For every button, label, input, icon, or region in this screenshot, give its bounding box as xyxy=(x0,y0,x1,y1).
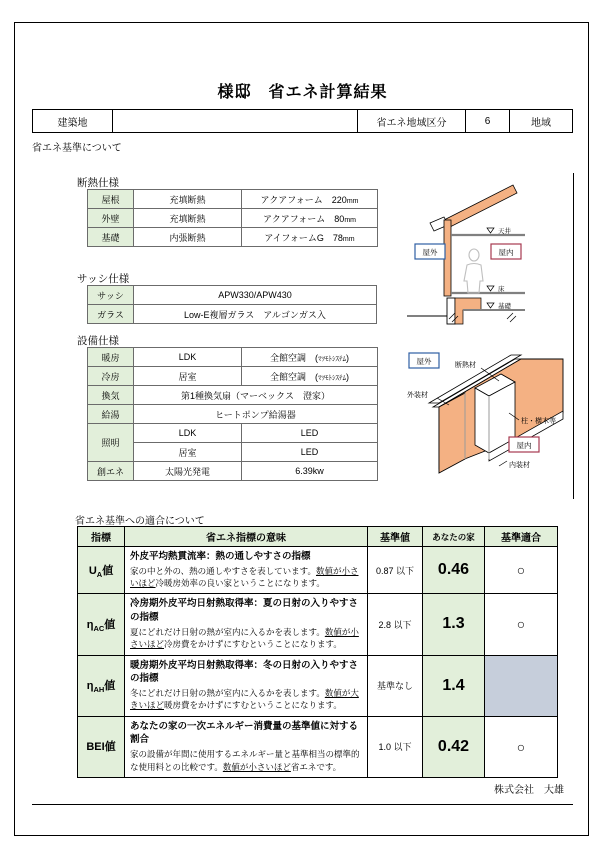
label-exterior: 外装材 xyxy=(407,392,428,399)
indicator-desc-ua: 外皮平均熱貫流率：熱の通しやすさの指標 家の中と外の、熱の通しやすさを表しています。数値が小さいほど冷暖房効率の良い家ということになります。 xyxy=(125,547,368,594)
header-standard: 基準値 xyxy=(368,527,423,547)
header-indicator: 指標 xyxy=(78,527,125,547)
wall-assembly-diagram xyxy=(403,341,578,499)
indicator-compliance-ua: ○ xyxy=(485,547,558,594)
header-info-table xyxy=(32,109,573,133)
indicator-symbol-ua: $U_A$値 xyxy=(78,547,125,594)
indicator-table xyxy=(77,526,558,778)
indicator-compliance-etaac: ○ xyxy=(485,594,558,655)
insulation-label-foundation: 基礎 xyxy=(88,228,134,247)
equip-end-lighting-ldk: LED xyxy=(242,424,378,443)
equip-label-lighting: 照明 xyxy=(88,424,134,462)
insulation-method-foundation: 内張断熱 xyxy=(134,228,242,247)
indicator-desc-etaah: 暖房期外皮平均日射熱取得率：冬の日射の入りやすさの指標 冬にどれだけ日射の熱が室内に入るかを表します。数値が大きいほど暖房費をかけずにすむということになります。 xyxy=(125,655,368,716)
indicator-value-etaah: 1.4 xyxy=(423,655,485,716)
insulation-label-wall: 外壁 xyxy=(88,209,134,228)
header-compliance: 基準適合 xyxy=(485,527,558,547)
indicator-value-ua: 0.46 xyxy=(423,547,485,594)
equip-value-ventilation: 第1種換気扇（マーベックス 澄家） xyxy=(134,386,378,405)
insulation-material-wall: アクアフォーム 80mm xyxy=(242,209,378,228)
section-note-standard: 省エネ基準について xyxy=(32,143,122,154)
equip-end-heating: 全館空調 (ﾏﾂﾓﾄｼｽﾃﾑ) xyxy=(242,348,378,367)
label-ceiling: 天井 xyxy=(498,228,511,235)
indicator-symbol-bei: BEI値 xyxy=(78,716,125,777)
indicator-symbol-etaah: $\eta_{AH}$値 xyxy=(78,655,125,716)
equip-label-hotwater: 給湯 xyxy=(88,405,134,424)
site-label: 建築地 xyxy=(33,110,113,132)
label-stud: 柱・横木等 xyxy=(521,418,556,425)
indicator-standard-etaah: 基準なし xyxy=(368,655,423,716)
table-row xyxy=(88,228,378,247)
indicator-symbol-etaac: $\eta_{AC}$値 xyxy=(78,594,125,655)
table-row xyxy=(88,209,378,228)
indicator-standard-ua: 0.87 以下 xyxy=(368,547,423,594)
glass-label: ガラス xyxy=(88,305,134,324)
indicator-compliance-bei: ○ xyxy=(485,716,558,777)
equip-mid-lighting-ldk: LDK xyxy=(134,424,242,443)
caption-sash: サッシ仕様 xyxy=(77,273,130,285)
insulation-material-roof: アクアフォーム 220mm xyxy=(242,190,378,209)
document-sheet xyxy=(14,22,589,836)
insulation-method-wall: 充填断熱 xyxy=(134,209,242,228)
equip-label-heating: 暖房 xyxy=(88,348,134,367)
insulation-material-foundation: アイフォームG 78mm xyxy=(242,228,378,247)
indicator-desc-etaac: 冷房期外皮平均日射熱取得率：夏の日射の入りやすさの指標 夏にどれだけ日射の熱が室内に入るかを表します。数値が小さいほど冷房費をかけずにすむということになります。 xyxy=(125,594,368,655)
equip-label-cooling: 冷房 xyxy=(88,367,134,386)
section-note-compliance: 省エネ基準への適合について xyxy=(75,516,205,527)
table-header-row xyxy=(78,527,558,547)
site-value-field[interactable] xyxy=(113,110,358,132)
header-yours: あなたの家 xyxy=(423,527,485,547)
caption-equipment: 設備仕様 xyxy=(77,335,119,347)
sash-label: サッシ xyxy=(88,286,134,305)
equip-mid-cooling: 居室 xyxy=(134,367,242,386)
table-row xyxy=(88,462,378,481)
equip-mid-generation: 太陽光発電 xyxy=(134,462,242,481)
header-meaning: 省エネ指標の意味 xyxy=(125,527,368,547)
sash-table xyxy=(87,285,377,324)
table-row xyxy=(88,286,377,305)
company-footer: 株式会社 大雄 xyxy=(494,785,564,796)
indicator-standard-bei: 1.0 以下 xyxy=(368,716,423,777)
sash-value: APW330/APW430 xyxy=(134,286,377,305)
page-title: 様邸 省エネ計算結果 xyxy=(217,84,388,101)
table-row xyxy=(78,547,558,594)
region-number: 6 xyxy=(466,110,510,132)
table-row xyxy=(78,594,558,655)
caption-insulation: 断熱仕様 xyxy=(77,177,119,189)
equip-mid-heating: LDK xyxy=(134,348,242,367)
indicator-value-etaac: 1.3 xyxy=(423,594,485,655)
insulation-method-roof: 充填断熱 xyxy=(134,190,242,209)
equip-end-generation: 6.39kw xyxy=(242,462,378,481)
label-interior: 内装材 xyxy=(509,462,530,469)
table-row xyxy=(88,424,378,443)
label-floor: 床 xyxy=(498,286,505,293)
indicator-desc-bei: あなたの家の一次エネルギー消費量の基準値に対する割合 家の設備が年間に使用するエネルギー量と基準相当の標準的な使用料との比較です。数値が小さいほど省エネです。 xyxy=(125,716,368,777)
equip-end-cooling: 全館空調 (ﾏﾂﾓﾄｼｽﾃﾑ) xyxy=(242,367,378,386)
equipment-table xyxy=(87,347,378,481)
equip-value-hotwater: ヒートポンプ給湯器 xyxy=(134,405,378,424)
label-indoor-wall: 屋内 xyxy=(516,441,532,450)
table-row xyxy=(88,305,377,324)
indicator-standard-etaac: 2.8 以下 xyxy=(368,594,423,655)
insulation-table xyxy=(87,189,378,247)
house-section-diagram xyxy=(403,173,573,325)
region-label: 省エネ地域区分 xyxy=(358,110,466,132)
label-insulation: 断熱材 xyxy=(455,362,476,369)
table-row xyxy=(88,367,378,386)
indicator-compliance-etaah xyxy=(485,655,558,716)
table-row xyxy=(88,190,378,209)
label-foundation: 基礎 xyxy=(498,303,511,310)
table-row xyxy=(88,405,378,424)
equip-end-lighting-room: LED xyxy=(242,443,378,462)
label-outdoor-wall: 屋外 xyxy=(416,357,432,366)
table-row xyxy=(78,716,558,777)
region-suffix: 地域 xyxy=(531,117,551,129)
equip-label-ventilation: 換気 xyxy=(88,386,134,405)
table-row xyxy=(88,348,378,367)
label-outdoor: 屋外 xyxy=(422,248,438,257)
glass-value: Low-E複層ガラス アルゴンガス入 xyxy=(134,305,377,324)
label-indoor: 屋内 xyxy=(498,248,514,257)
insulation-label-roof: 屋根 xyxy=(88,190,134,209)
equip-mid-lighting-room: 居室 xyxy=(134,443,242,462)
footer-divider xyxy=(32,804,573,805)
equip-label-generation: 創エネ xyxy=(88,462,134,481)
table-row xyxy=(88,386,378,405)
indicator-value-bei: 0.42 xyxy=(423,716,485,777)
table-row xyxy=(78,655,558,716)
